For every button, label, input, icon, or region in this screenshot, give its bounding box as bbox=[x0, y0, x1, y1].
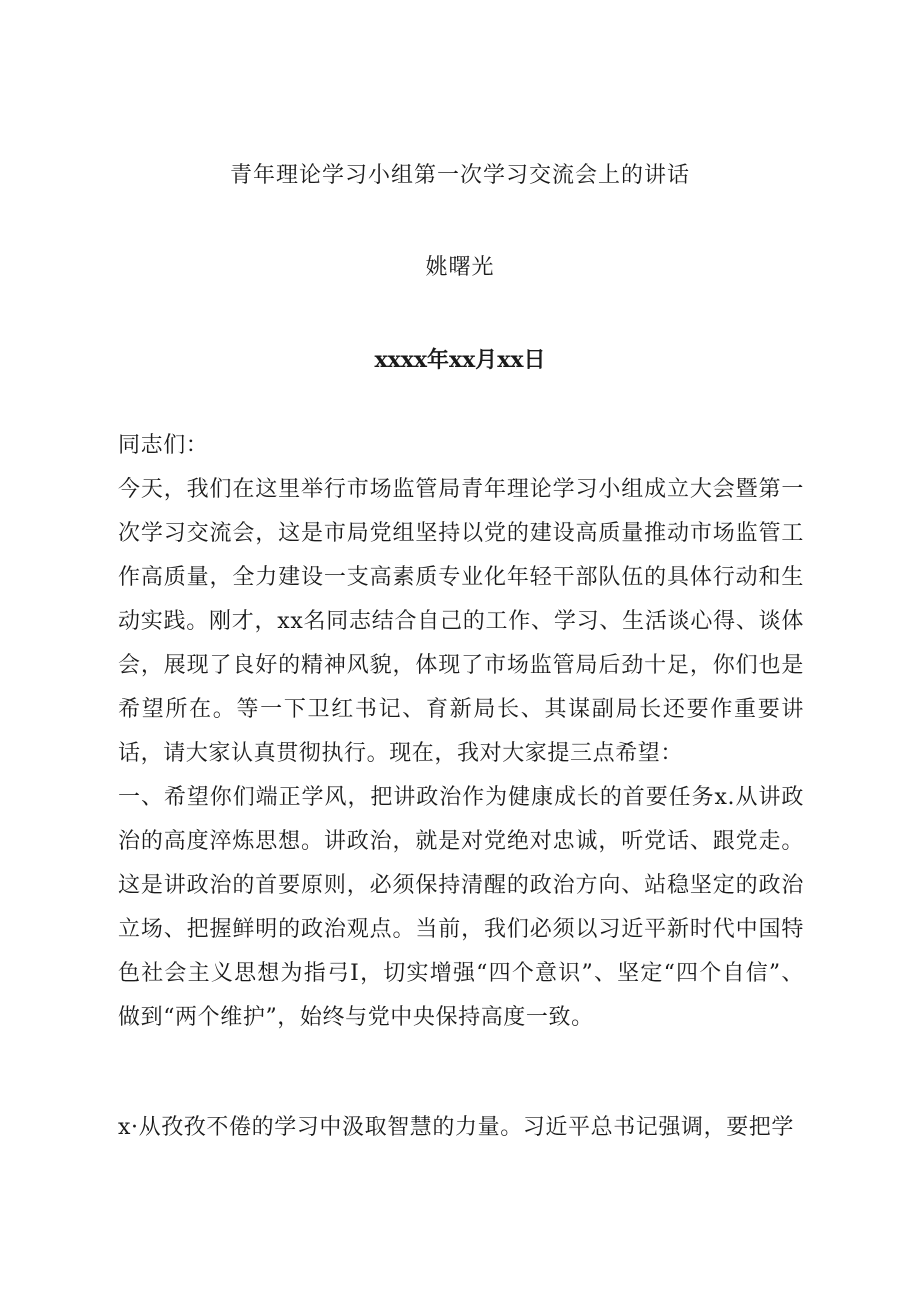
paragraph-intro: 今天，我们在这里举行市场监管局青年理论学习小组成立大会暨第一次学习交流会，这是市局党组坚持以党的建设高质量推动市场监管工作高质量，全力建设一支高素质专业化年轻干部队伍的具体行动和生动实践。刚才，xx名同志结合自己的工作、学习、生活谈心得、谈体会，展现了良好的精神风貌，体现了市场监管局后劲十足，你们也是希望所在。等一下卫红书记、育新局长、其谋副局长还要作重要讲话，请大家认真贯彻执行。现在，我对大家提三点希望： bbox=[118, 477, 804, 766]
document-title: 青年理论学习小组第一次学习交流会上的讲话 bbox=[229, 163, 690, 188]
salutation: 同志们： bbox=[118, 433, 209, 458]
paragraph-point-one-sub: x·从孜孜不倦的学习中汲取智慧的力量。习近平总书记强调，要把学 bbox=[118, 1115, 795, 1140]
document-date: xxxx年xx月xx日 bbox=[374, 347, 546, 373]
paragraph-point-one: 一、希望你们端正学风，把讲政治作为健康成长的首要任务x.从讲政治的高度淬炼思想。讲政治，就是对党绝对忠诚，听党话、跟党走。这是讲政治的首要原则，必须保持清醒的政治方向、站稳坚定的政治立场、把握鲜明的政治观点。当前，我们必须以习近平新时代中国特色社会主义思想为指弓I，切实增强“四个意识”、坚定“四个自信”、做到“两个维护”，始终与党中央保持高度一致。 bbox=[118, 785, 804, 1030]
document-author: 姚曙光 bbox=[425, 255, 495, 280]
